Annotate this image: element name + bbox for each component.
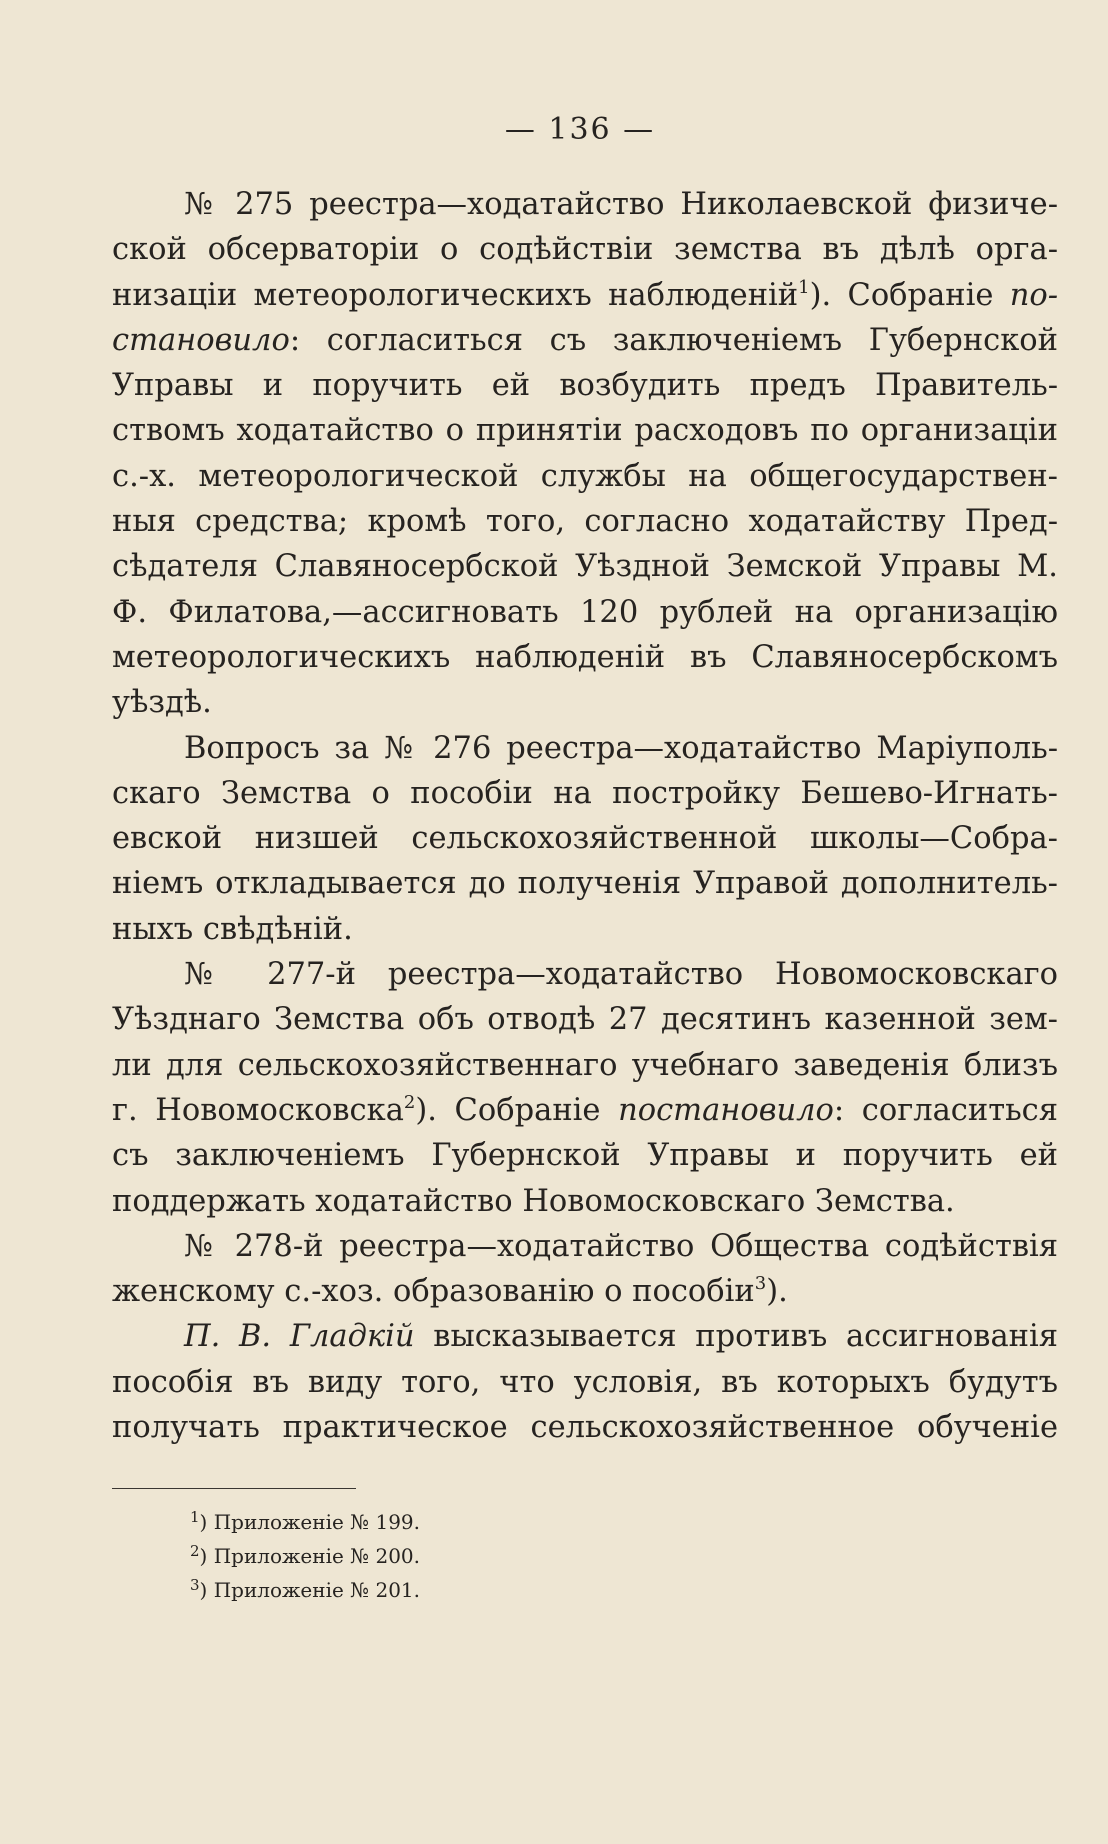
footnote-reference: 3 [754, 1273, 767, 1295]
text-line [112, 1360, 1058, 1405]
text-line [112, 1133, 1058, 1178]
text-line [112, 1269, 1058, 1314]
line-text: ніемъ откладывается до полученія Управой дополнитель- [112, 866, 1058, 902]
line-text: Вопросъ за № 276 реестра—ходатайство Маріуполь- [184, 730, 1058, 766]
text-line [112, 273, 1058, 318]
text-line [112, 590, 1058, 635]
footnote-text: ) Приложеніе № 199. [199, 1510, 420, 1534]
line-text: получать практическое сельскохозяйственное обученіе [112, 1410, 1058, 1446]
line-text: : согласиться [833, 1092, 1058, 1128]
line-text: г. Новомосковска [112, 1092, 404, 1128]
footnote-mark: 3 [190, 1576, 200, 1594]
footnote [190, 1539, 790, 1573]
text-line [112, 1179, 1058, 1224]
line-text: ныя средства; кромѣ того, согласно ходатайству Пред- [112, 504, 1058, 540]
line-text: низаціи метеорологическихъ наблюденій [112, 277, 799, 313]
line-text: сѣдателя Славяносербской Уѣздной Земской Управы М. [112, 549, 1058, 585]
line-text: съ заключеніемъ Губернской Управы и поручить ей [112, 1138, 1058, 1174]
line-text: уѣздѣ. [112, 685, 212, 721]
line-text: ). [766, 1274, 788, 1310]
line-text: : согласиться съ заключеніемъ Губернской [289, 322, 1058, 358]
line-text: ли для сельскохозяйственнаго учебнаго заведенія близъ [112, 1047, 1058, 1083]
footnotes [190, 1505, 790, 1607]
line-text: евской низшей сельскохозяйственной школы—Собра- [112, 821, 1058, 857]
line-text: № 277-й реестра—ходатайство Новомосковскаго [184, 957, 1058, 993]
text-line [112, 1405, 1058, 1450]
text-line [112, 363, 1058, 408]
text-line [112, 952, 1058, 997]
footnote-mark: 2 [190, 1542, 200, 1560]
text-line [112, 907, 1058, 952]
line-text: ). Собраніе [415, 1092, 619, 1128]
text-line [112, 1043, 1058, 1088]
line-text: ствомъ ходатайство о принятіи расходовъ по организаціи [112, 413, 1058, 449]
line-text: ныхъ свѣдѣній. [112, 911, 353, 947]
footnote-mark: 1 [190, 1508, 200, 1526]
line-text: скаго Земства о пособіи на постройку Бешево-Игнать- [112, 775, 1058, 811]
text-line [112, 816, 1058, 861]
italic-text: становило [112, 322, 290, 358]
line-text: Управы и поручить ей возбудить предъ Правитель- [112, 368, 1058, 404]
footnote-reference: 2 [403, 1091, 416, 1113]
text-line [112, 408, 1058, 453]
line-text: № 275 реестра—ходатайство Николаевской физиче- [184, 187, 1058, 222]
line-text: женскому с.-хоз. образованію о пособіи [112, 1274, 755, 1310]
footnote-reference: 1 [798, 276, 810, 298]
text-line [112, 771, 1058, 816]
footnote-divider [112, 1488, 356, 1489]
footnote-text: ) Приложеніе № 201. [199, 1578, 420, 1602]
text-line [112, 318, 1058, 363]
text-line [112, 997, 1058, 1042]
footnote-text: ) Приложеніе № 200. [199, 1544, 420, 1568]
italic-text: постановило [618, 1092, 834, 1128]
italic-text: по- [1009, 277, 1058, 313]
page-number: — 136 — [504, 112, 656, 147]
line-text: Уѣзднаго Земства объ отводѣ 27 десятинъ казенной зем- [112, 1002, 1058, 1038]
line-text: метеорологическихъ наблюденій въ Славяносербскомъ [112, 639, 1058, 675]
footnote [190, 1573, 790, 1607]
text-line [112, 544, 1058, 589]
text-line [112, 1314, 1058, 1359]
line-text: пособія въ виду того, что условія, въ которыхъ будутъ [112, 1364, 1058, 1400]
text-line [112, 680, 1058, 725]
text-line [112, 182, 1058, 227]
text-line [112, 1088, 1058, 1133]
line-text: Ф. Филатова,—ассигновать 120 рублей на организацію [112, 594, 1058, 630]
footnote [190, 1505, 790, 1539]
line-text: поддержать ходатайство Новомосковскаго Земства. [112, 1183, 955, 1219]
text-line [112, 861, 1058, 906]
line-text: ской обсерваторіи о содѣйствіи земства въ дѣлѣ орга- [112, 232, 1058, 268]
text-line [112, 1224, 1058, 1269]
text-line [112, 227, 1058, 272]
text-line [112, 454, 1058, 499]
line-text: с.-х. метеорологической службы на общегосударствен- [112, 458, 1058, 494]
line-text: № 278-й реестра—ходатайство Общества содѣйствія [184, 1228, 1058, 1264]
line-text: высказывается противъ ассигнованія [414, 1319, 1058, 1355]
italic-text: П. В. Гладкій [184, 1319, 415, 1355]
line-text: ). Собраніе [809, 277, 1010, 313]
text-line [112, 726, 1058, 771]
text-line [112, 499, 1058, 544]
body-text [112, 182, 1058, 1450]
text-line [112, 635, 1058, 680]
